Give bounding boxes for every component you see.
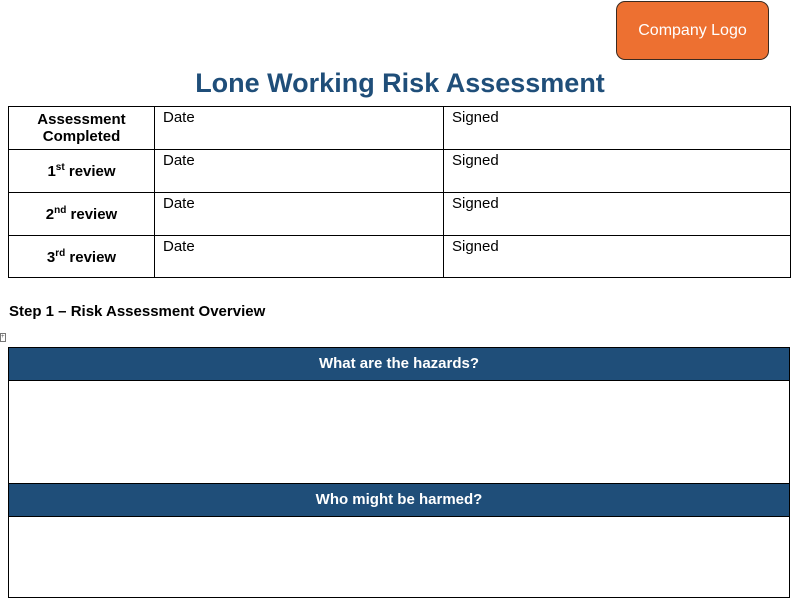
row-label-line2: Completed <box>42 128 121 145</box>
row-label <box>9 107 155 150</box>
ordinal-suffix: st <box>55 162 65 173</box>
ordinal-rest: review <box>64 163 116 180</box>
ordinal-number: 2 <box>45 206 55 223</box>
date-cell[interactable] <box>155 107 444 150</box>
signed-cell[interactable] <box>444 193 791 236</box>
company-logo-text: Company Logo <box>638 21 747 39</box>
review-row-3 <box>9 236 791 278</box>
review-row-2 <box>9 193 791 236</box>
date-cell[interactable] <box>155 193 444 236</box>
hazards-input-cell[interactable] <box>9 381 790 484</box>
hazards-header: What are the hazards? <box>9 348 790 381</box>
signed-cell[interactable] <box>444 150 791 193</box>
date-label: Date <box>163 238 195 255</box>
company-logo <box>616 1 769 60</box>
signed-label: Signed <box>452 109 499 126</box>
ordinal-number: 3 <box>46 248 56 266</box>
date-label: Date <box>163 195 195 212</box>
signed-label: Signed <box>452 238 499 255</box>
review-table <box>8 106 791 278</box>
review-row-1 <box>9 150 791 193</box>
review-row-assessment <box>9 107 791 150</box>
row-label-line1: Assessment <box>37 111 126 128</box>
row-label <box>9 150 155 193</box>
table-move-handle-icon[interactable]: + <box>1 334 5 340</box>
date-cell[interactable] <box>155 236 444 278</box>
date-cell[interactable] <box>155 150 444 193</box>
ordinal-suffix: rd <box>55 247 66 259</box>
ordinal-number: 1 <box>47 163 56 180</box>
row-label <box>9 193 155 236</box>
ordinal-suffix: nd <box>54 205 67 216</box>
overview-table <box>8 347 790 598</box>
signed-cell[interactable] <box>444 236 791 278</box>
signed-cell[interactable] <box>444 107 791 150</box>
harmed-header: Who might be harmed? <box>9 484 790 517</box>
ordinal-rest: review <box>65 248 117 266</box>
document-title: Lone Working Risk Assessment <box>195 68 605 98</box>
date-label: Date <box>163 109 195 126</box>
row-label <box>9 236 155 278</box>
ordinal-rest: review <box>66 206 118 223</box>
step1-heading: Step 1 – Risk Assessment Overview <box>9 303 266 320</box>
harmed-input-cell[interactable] <box>9 517 790 598</box>
date-label: Date <box>163 152 195 169</box>
signed-label: Signed <box>452 195 499 212</box>
signed-label: Signed <box>452 152 499 169</box>
